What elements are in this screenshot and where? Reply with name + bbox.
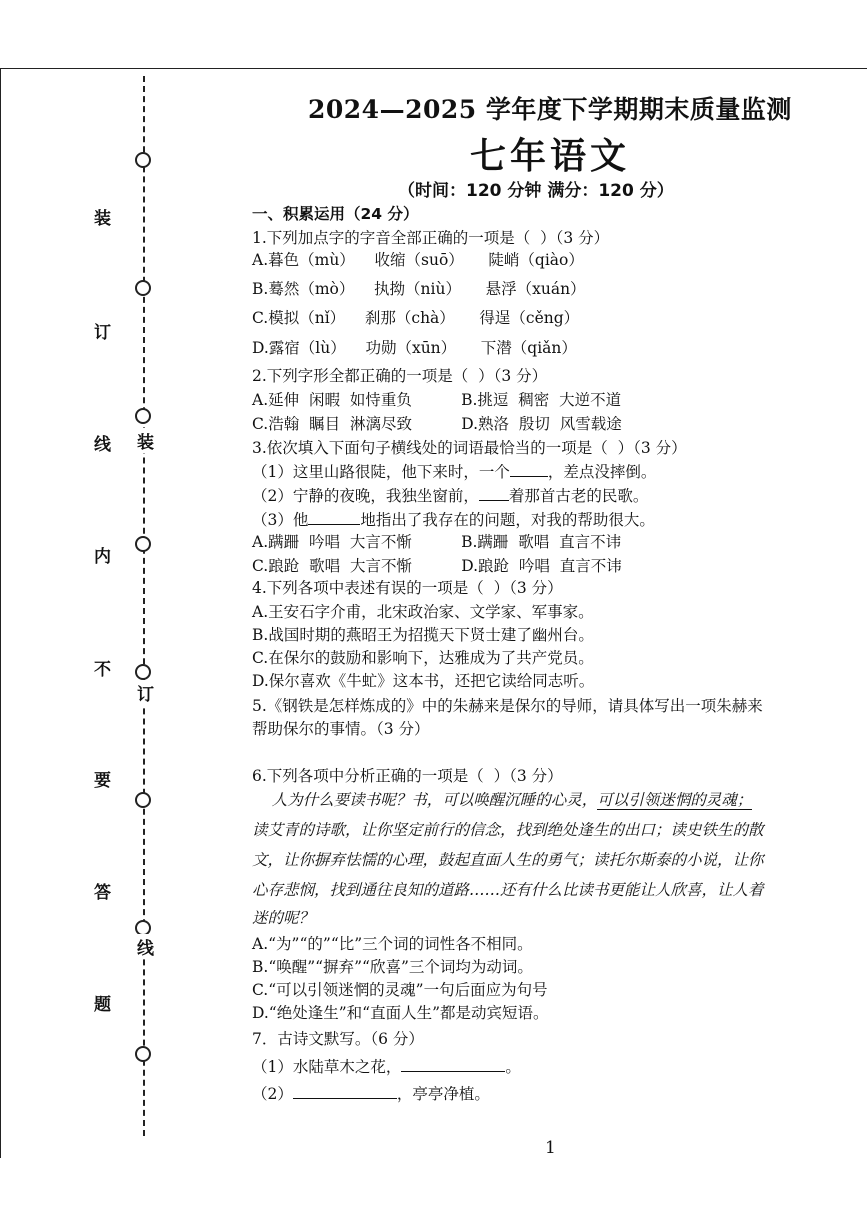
top-border-line [0,68,867,69]
poem-text: ，亭亭净植。 [396,1085,490,1103]
sentence-text: （1）这里山路很陡，他下来时，一个 [252,463,510,481]
binding-char: 要 [94,771,111,791]
binding-hole-icon [135,408,151,424]
fill-blank[interactable] [479,486,509,501]
fill-blank[interactable] [308,510,360,525]
left-border-line [0,68,1,1158]
poem-text: 。 [505,1058,521,1076]
binding-char: 题 [94,995,111,1015]
binding-hole-icon [135,280,151,296]
binding-hole-icon [135,1046,151,1062]
question-4-stem: 4.下列各项中表述有误的一项是（ ）（3 分） [252,579,563,597]
question-4-option-a: A.王安石字介甫，北宋政治家、文学家、军事家。 [252,603,594,621]
binding-char: 订 [94,323,111,343]
question-5-line-2: 帮助保尔的事情。（3 分） [252,720,430,738]
sentence-text: 着那首古老的民歌。 [508,487,649,505]
binding-inner-char: 订 [137,680,154,705]
fill-blank[interactable] [401,1057,505,1072]
sentence-text: ，差点没摔倒。 [547,463,657,481]
question-6-option-c: C.“可以引领迷惘的灵魂”一句后面应为句号 [252,981,548,999]
question-2-options-cd: C.浩翰 瞩目 淋漓尽致 D.熟洛 殷切 风雪载途 [252,415,622,433]
binding-inner-char: 线 [137,934,154,959]
question-5-line-1: 5.《钢铁是怎样炼成的》中的朱赫来是保尔的导师，请具体写出一项朱赫来 [252,697,763,715]
fill-blank[interactable] [510,462,548,477]
question-6-passage-line: 迷的呢？ [252,909,315,927]
question-6-passage-line: 心存悲悯，找到通往良知的道路……还有什么比读书更能让人欣喜，让人着 [252,881,764,899]
question-7-line-2 [252,1084,490,1104]
fill-blank[interactable] [293,1084,397,1099]
question-3-sentence-3 [252,510,655,530]
question-3-stem: 3.依次填入下面句子横线处的词语最恰当的一项是（ ）（3 分） [252,439,687,457]
question-7-stem: 7．古诗文默写。（6 分） [252,1030,424,1048]
question-1-option-d: D.露宿（lù） 功勋（xūn） 下潜（qiǎn） [252,339,577,357]
question-6-stem: 6.下列各项中分析正确的一项是（ ）（3 分） [252,767,563,785]
poem-text: （2） [252,1085,293,1103]
sentence-text: （2）宁静的夜晚，我独坐窗前， [252,487,479,505]
question-4-option-b: B.战国时期的燕昭王为招揽天下贤士建了幽州台。 [252,626,594,644]
exam-meta: （时间：120 分钟 满分：120 分） [398,181,674,201]
question-1-stem: 1.下列加点字的字音全部正确的一项是（ ）（3 分） [252,229,610,247]
binding-hole-icon [135,536,151,552]
passage-text: 人为什么要读书呢？书，可以唤醒沉睡的心灵， [252,791,598,809]
question-1-option-a: A.暮色（mù） 收缩（suō） 陡峭（qiào） [252,251,584,269]
question-1-option-b: B.蓦然（mò） 执拗（niù） 悬浮（xuán） [252,280,586,298]
question-2-options-ab: A.延伸 闲暇 如恃重负 B.挑逗 稠密 大逆不道 [252,391,622,409]
question-7-line-1 [252,1057,521,1077]
question-6-option-d: D.“绝处逢生”和“直面人生”都是动宾短语。 [252,1004,549,1022]
question-1-option-c: C.模拟（nǐ） 刹那（chà） 得逞（cěng） [252,309,580,327]
binding-char: 线 [94,435,111,455]
poem-text: （1）水陆草木之花， [252,1058,402,1076]
binding-hole-icon [135,664,151,680]
question-3-options-cd: C.踉跄 歌唱 大言不惭 D.踉跄 吟唱 直言不讳 [252,557,622,575]
question-6-option-b: B.“唤醒”“摒弃”“欣喜”三个词均为动词。 [252,958,533,976]
section-heading: 一、积累运用（24 分） [252,205,419,223]
underlined-phrase: 可以引领迷惘的灵魂； [597,791,753,809]
exam-subject: 七年语文 [470,135,631,177]
sentence-text: 地指出了我存在的问题，对我的帮助很大。 [360,511,655,529]
question-2-stem: 2.下列字形全都正确的一项是（ ）（3 分） [252,367,548,385]
question-3-options-ab: A.蹒跚 吟唱 大言不惭 B.蹒跚 歌唱 直言不讳 [252,533,622,551]
question-6-passage-line: 读艾青的诗歌，让你坚定前行的信念，找到绝处逢生的出口；读史铁生的散 [252,821,764,839]
question-6-option-a: A.“为”“的”“比”三个词的词性各不相同。 [252,935,533,953]
question-4-option-c: C.在保尔的鼓励和影响下，达雅成为了共产党员。 [252,649,594,667]
binding-dashed-line [143,76,145,1136]
question-3-sentence-2 [252,486,648,506]
binding-char: 答 [94,883,111,903]
question-4-option-d: D.保尔喜欢《牛虻》这本书，还把它读给同志听。 [252,672,595,690]
sentence-text: （3）他 [252,511,309,529]
binding-hole-icon [135,792,151,808]
question-6-passage-line [252,790,752,810]
binding-char: 装 [94,209,111,229]
question-6-passage-line: 文，让你摒弃怯懦的心理，鼓起直面人生的勇气；读托尔斯泰的小说，让你 [252,851,764,869]
binding-inner-char: 装 [137,428,154,453]
binding-char: 不 [94,660,111,680]
binding-char: 内 [94,547,111,567]
binding-hole-icon [135,152,151,168]
question-3-sentence-1 [252,462,656,482]
page-number: 1 [545,1138,556,1158]
exam-title: 2024—2025 学年度下学期期末质量监测 [308,95,792,124]
